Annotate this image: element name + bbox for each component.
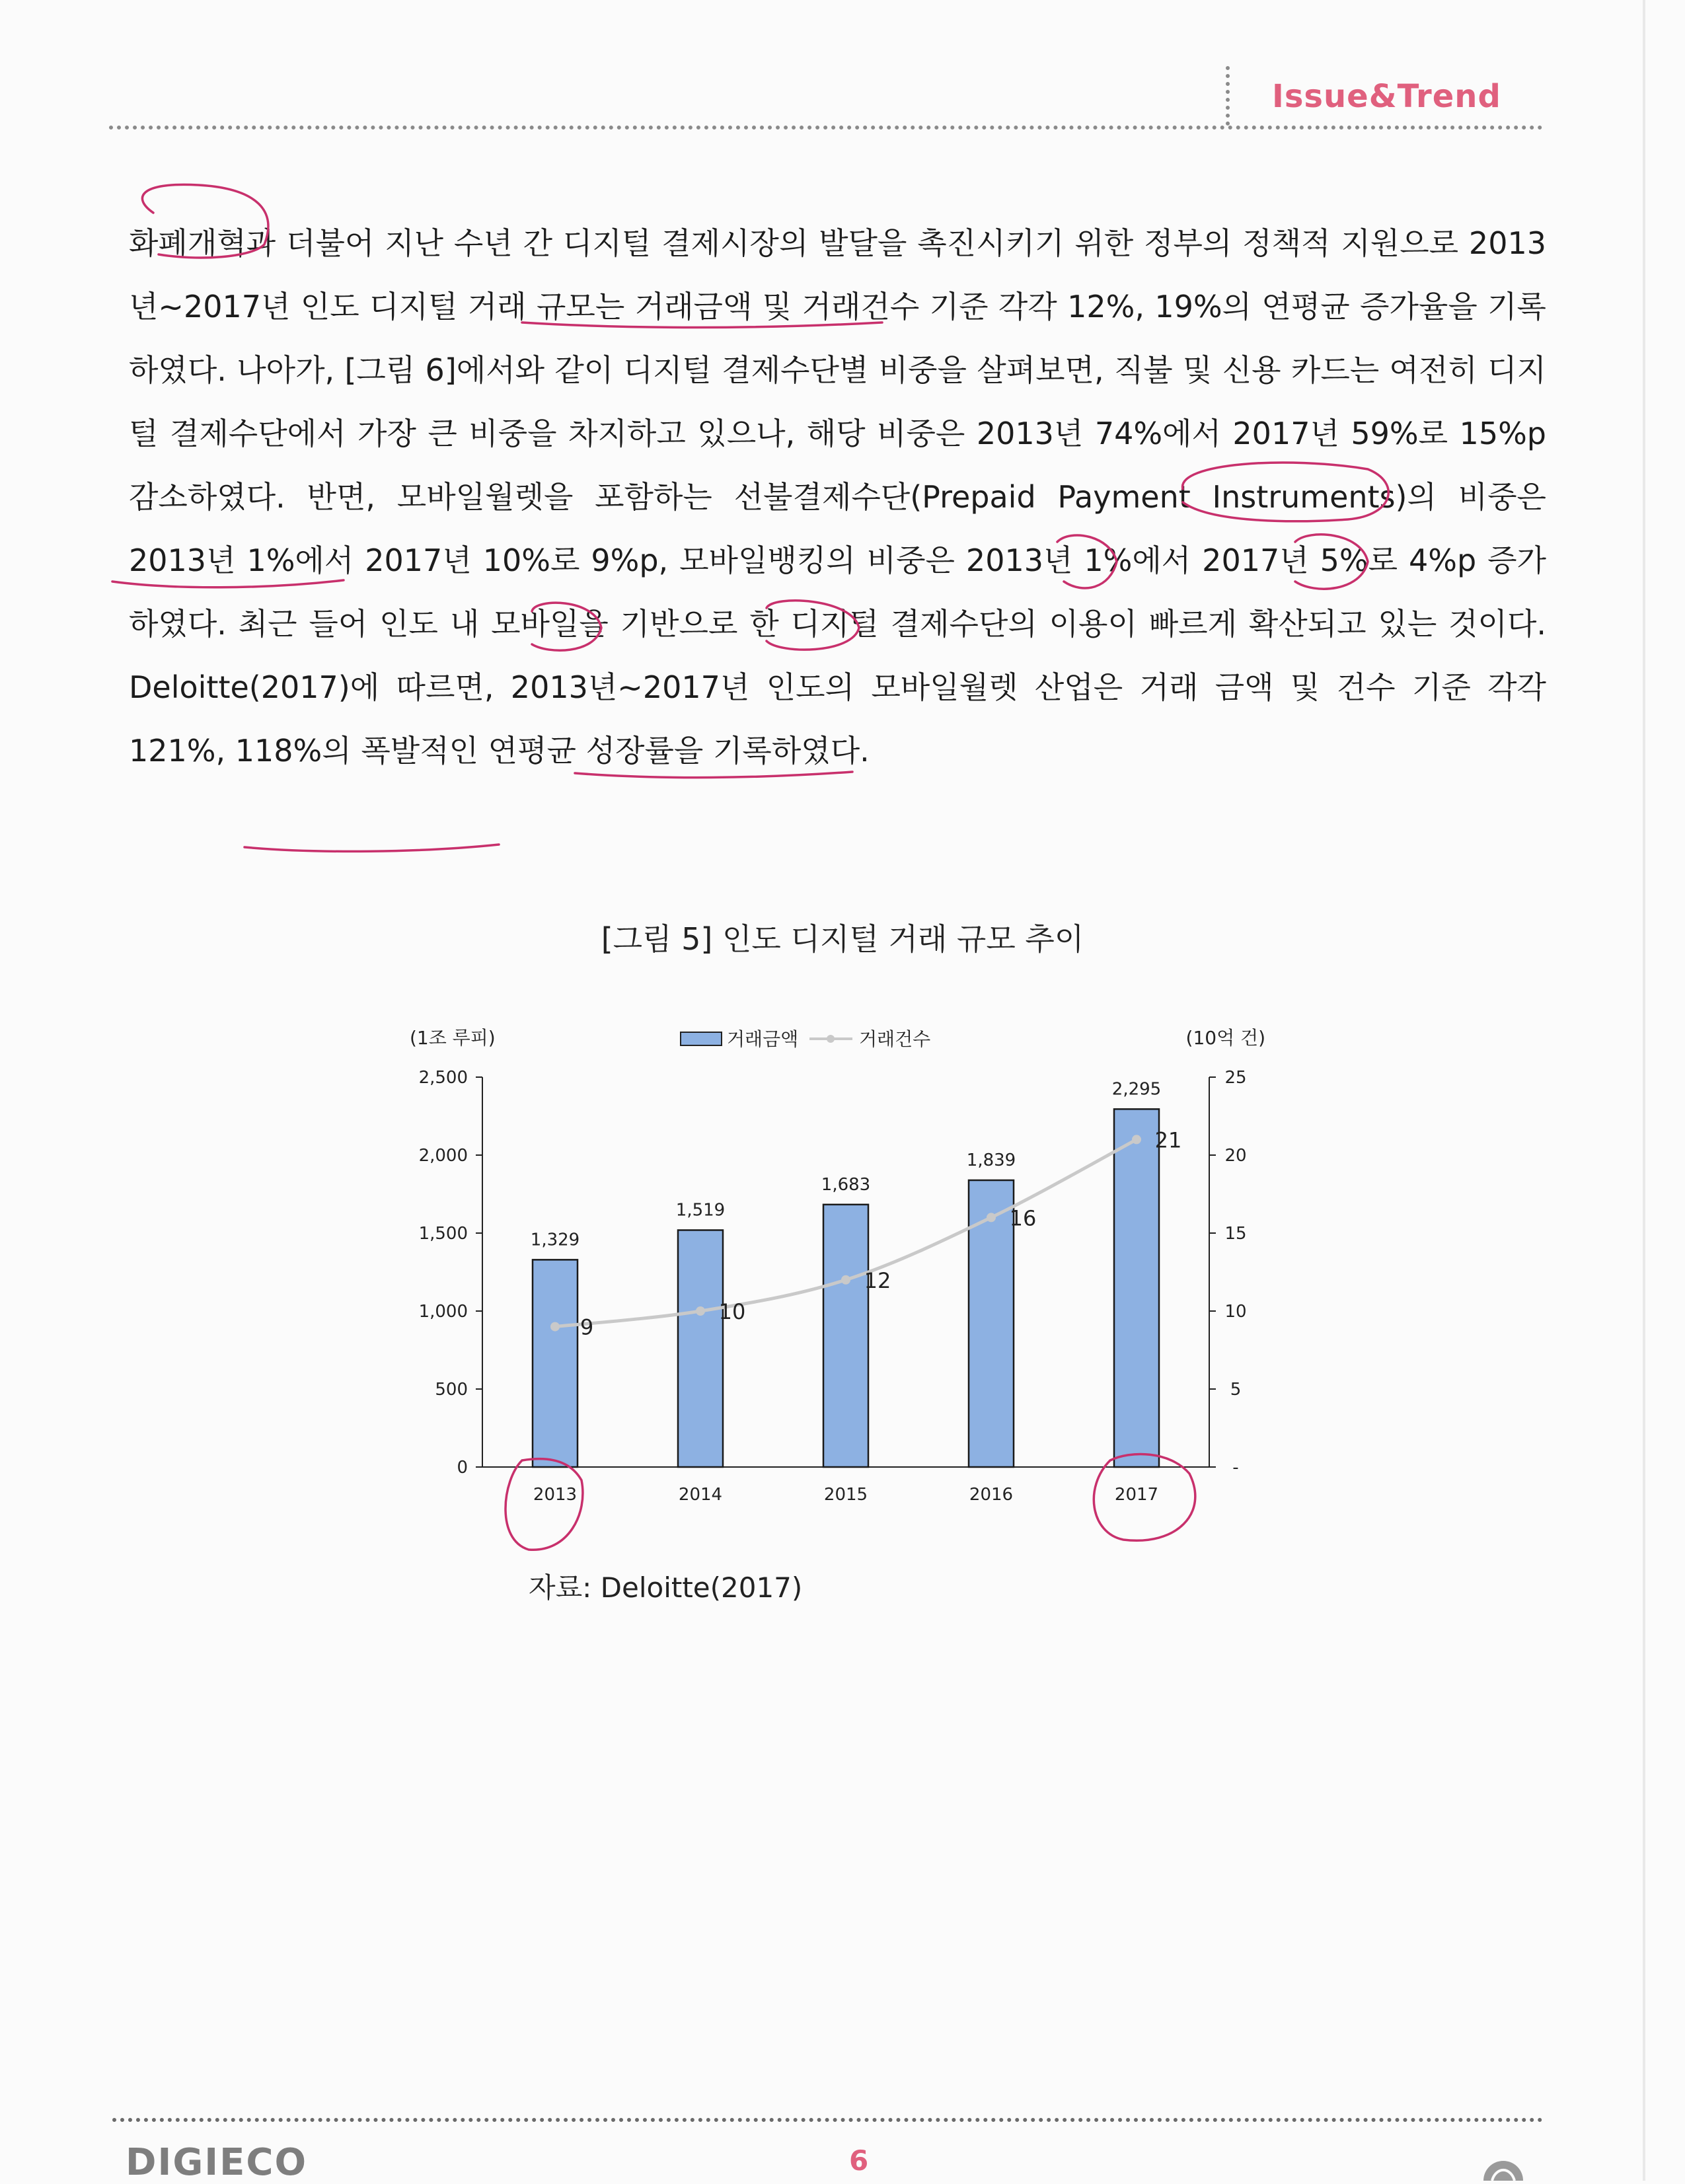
x-tick-label: 2013: [533, 1485, 578, 1505]
left-axis-unit: (1조 루피): [410, 1027, 496, 1049]
legend-swatch-bar: [681, 1032, 722, 1045]
right-axis-tick-label: 5: [1230, 1380, 1242, 1400]
line-point: [987, 1213, 996, 1222]
figure-source: 자료: Deloitte(2017): [529, 1571, 803, 1604]
left-axis-tick-label: 500: [435, 1380, 468, 1400]
page-edge: [1643, 0, 1645, 2181]
figure-title: [그림 5] 인도 디지털 거래 규모 추이: [601, 921, 1084, 957]
globe-icon: [1480, 2141, 1526, 2181]
legend-marker-line: [827, 1035, 835, 1043]
annotation-underline: [244, 845, 499, 851]
bar: [678, 1230, 723, 1467]
bar: [823, 1205, 868, 1467]
chart-svg: [370, 1004, 1295, 1573]
bar-data-label: 1,683: [821, 1174, 871, 1195]
header-divider: [109, 126, 1543, 130]
body-paragraph: 화폐개혁과 더불어 지난 수년 간 디지털 결제시장의 발달을 촉진시키기 위한 정부의 정책적 지원으로 2013년~2017년 인도 디지털 거래 규모는 거래금액 및 거래건수 기준 각각 12%, 19%의 연평균 증가율을 기록하였다. 나아가, [그림 6]에서와 같이 디지털 결제수단별 비중을 살펴보면, 직불 및 신용 카드는 여전히 디지털 결제수단에서 가장 큰 비중을 차지하고 있으나, 해당 비중은 2013년 74%에서 2017년 59%로 15%p 감소하였다. 반면, 모바일월렛을 포함하는 선불결제수단(Prepaid Payment Instruments)의 비중은 2013년 1%에서 2017년 10%로 9%p, 모바일뱅킹의 비중은 2013년 1%에서 2017년 5%로 4%p 증가하였다. 최근 들어 인도 내 모바일을 기반으로 한 디지털 결제수단의 이용이 빠르게 확산되고 있는 것이다. Deloitte(2017)에 따르면, 2013년~2017년 인도의 모바일월렛 산업은 거래 금액 및 건수 기준 각각 121%, 118%의 폭발적인 연평균 성장률을 기록하였다.: [129, 225, 1546, 769]
line-point: [1132, 1135, 1141, 1144]
x-tick-label: 2015: [823, 1485, 868, 1505]
right-axis-tick-label: 20: [1224, 1146, 1247, 1166]
page-header: [109, 59, 1543, 132]
right-axis-tick-label: 15: [1224, 1224, 1247, 1244]
x-tick-label: 2016: [969, 1485, 1014, 1505]
legend-label-bar: 거래금액: [727, 1028, 799, 1050]
line-data-label: 10: [718, 1299, 746, 1324]
body-text: [129, 211, 1546, 782]
right-axis-tick-label: 10: [1224, 1302, 1247, 1322]
line-point: [550, 1322, 560, 1332]
page-number: 6: [849, 2144, 869, 2177]
legend-label-line: 거래건수: [859, 1028, 931, 1050]
chart: [370, 1004, 1295, 1573]
bar-data-label: 2,295: [1111, 1079, 1162, 1100]
left-axis-tick-label: 0: [457, 1458, 468, 1478]
line-data-label: 21: [1154, 1127, 1182, 1153]
bar: [533, 1260, 578, 1467]
bar-data-label: 1,519: [675, 1200, 726, 1221]
section-tag: Issue&Trend: [1272, 78, 1501, 115]
footer-divider: [112, 2118, 1543, 2122]
footer-logo: DIGIECO: [126, 2141, 308, 2184]
line-data-label: 9: [580, 1314, 594, 1340]
left-axis-tick-label: 2,000: [418, 1146, 468, 1166]
left-axis-tick-label: 2,500: [418, 1068, 468, 1088]
left-axis-tick-label: 1,000: [418, 1302, 468, 1322]
right-axis-tick-label: 25: [1224, 1068, 1247, 1088]
line-point: [696, 1306, 705, 1316]
line-data-label: 12: [864, 1267, 891, 1293]
bar: [1114, 1109, 1159, 1467]
bar-data-label: 1,329: [530, 1230, 580, 1250]
line-point: [841, 1275, 850, 1285]
line-data-label: 16: [1009, 1205, 1037, 1231]
x-tick-label: 2014: [678, 1485, 723, 1505]
bar-data-label: 1,839: [966, 1150, 1016, 1170]
right-axis-tick-label: -: [1232, 1458, 1239, 1478]
left-axis-tick-label: 1,500: [418, 1224, 468, 1244]
header-divider-vertical: [1226, 66, 1230, 126]
x-tick-label: 2017: [1114, 1485, 1159, 1505]
right-axis-unit: (10억 건): [1185, 1027, 1265, 1049]
